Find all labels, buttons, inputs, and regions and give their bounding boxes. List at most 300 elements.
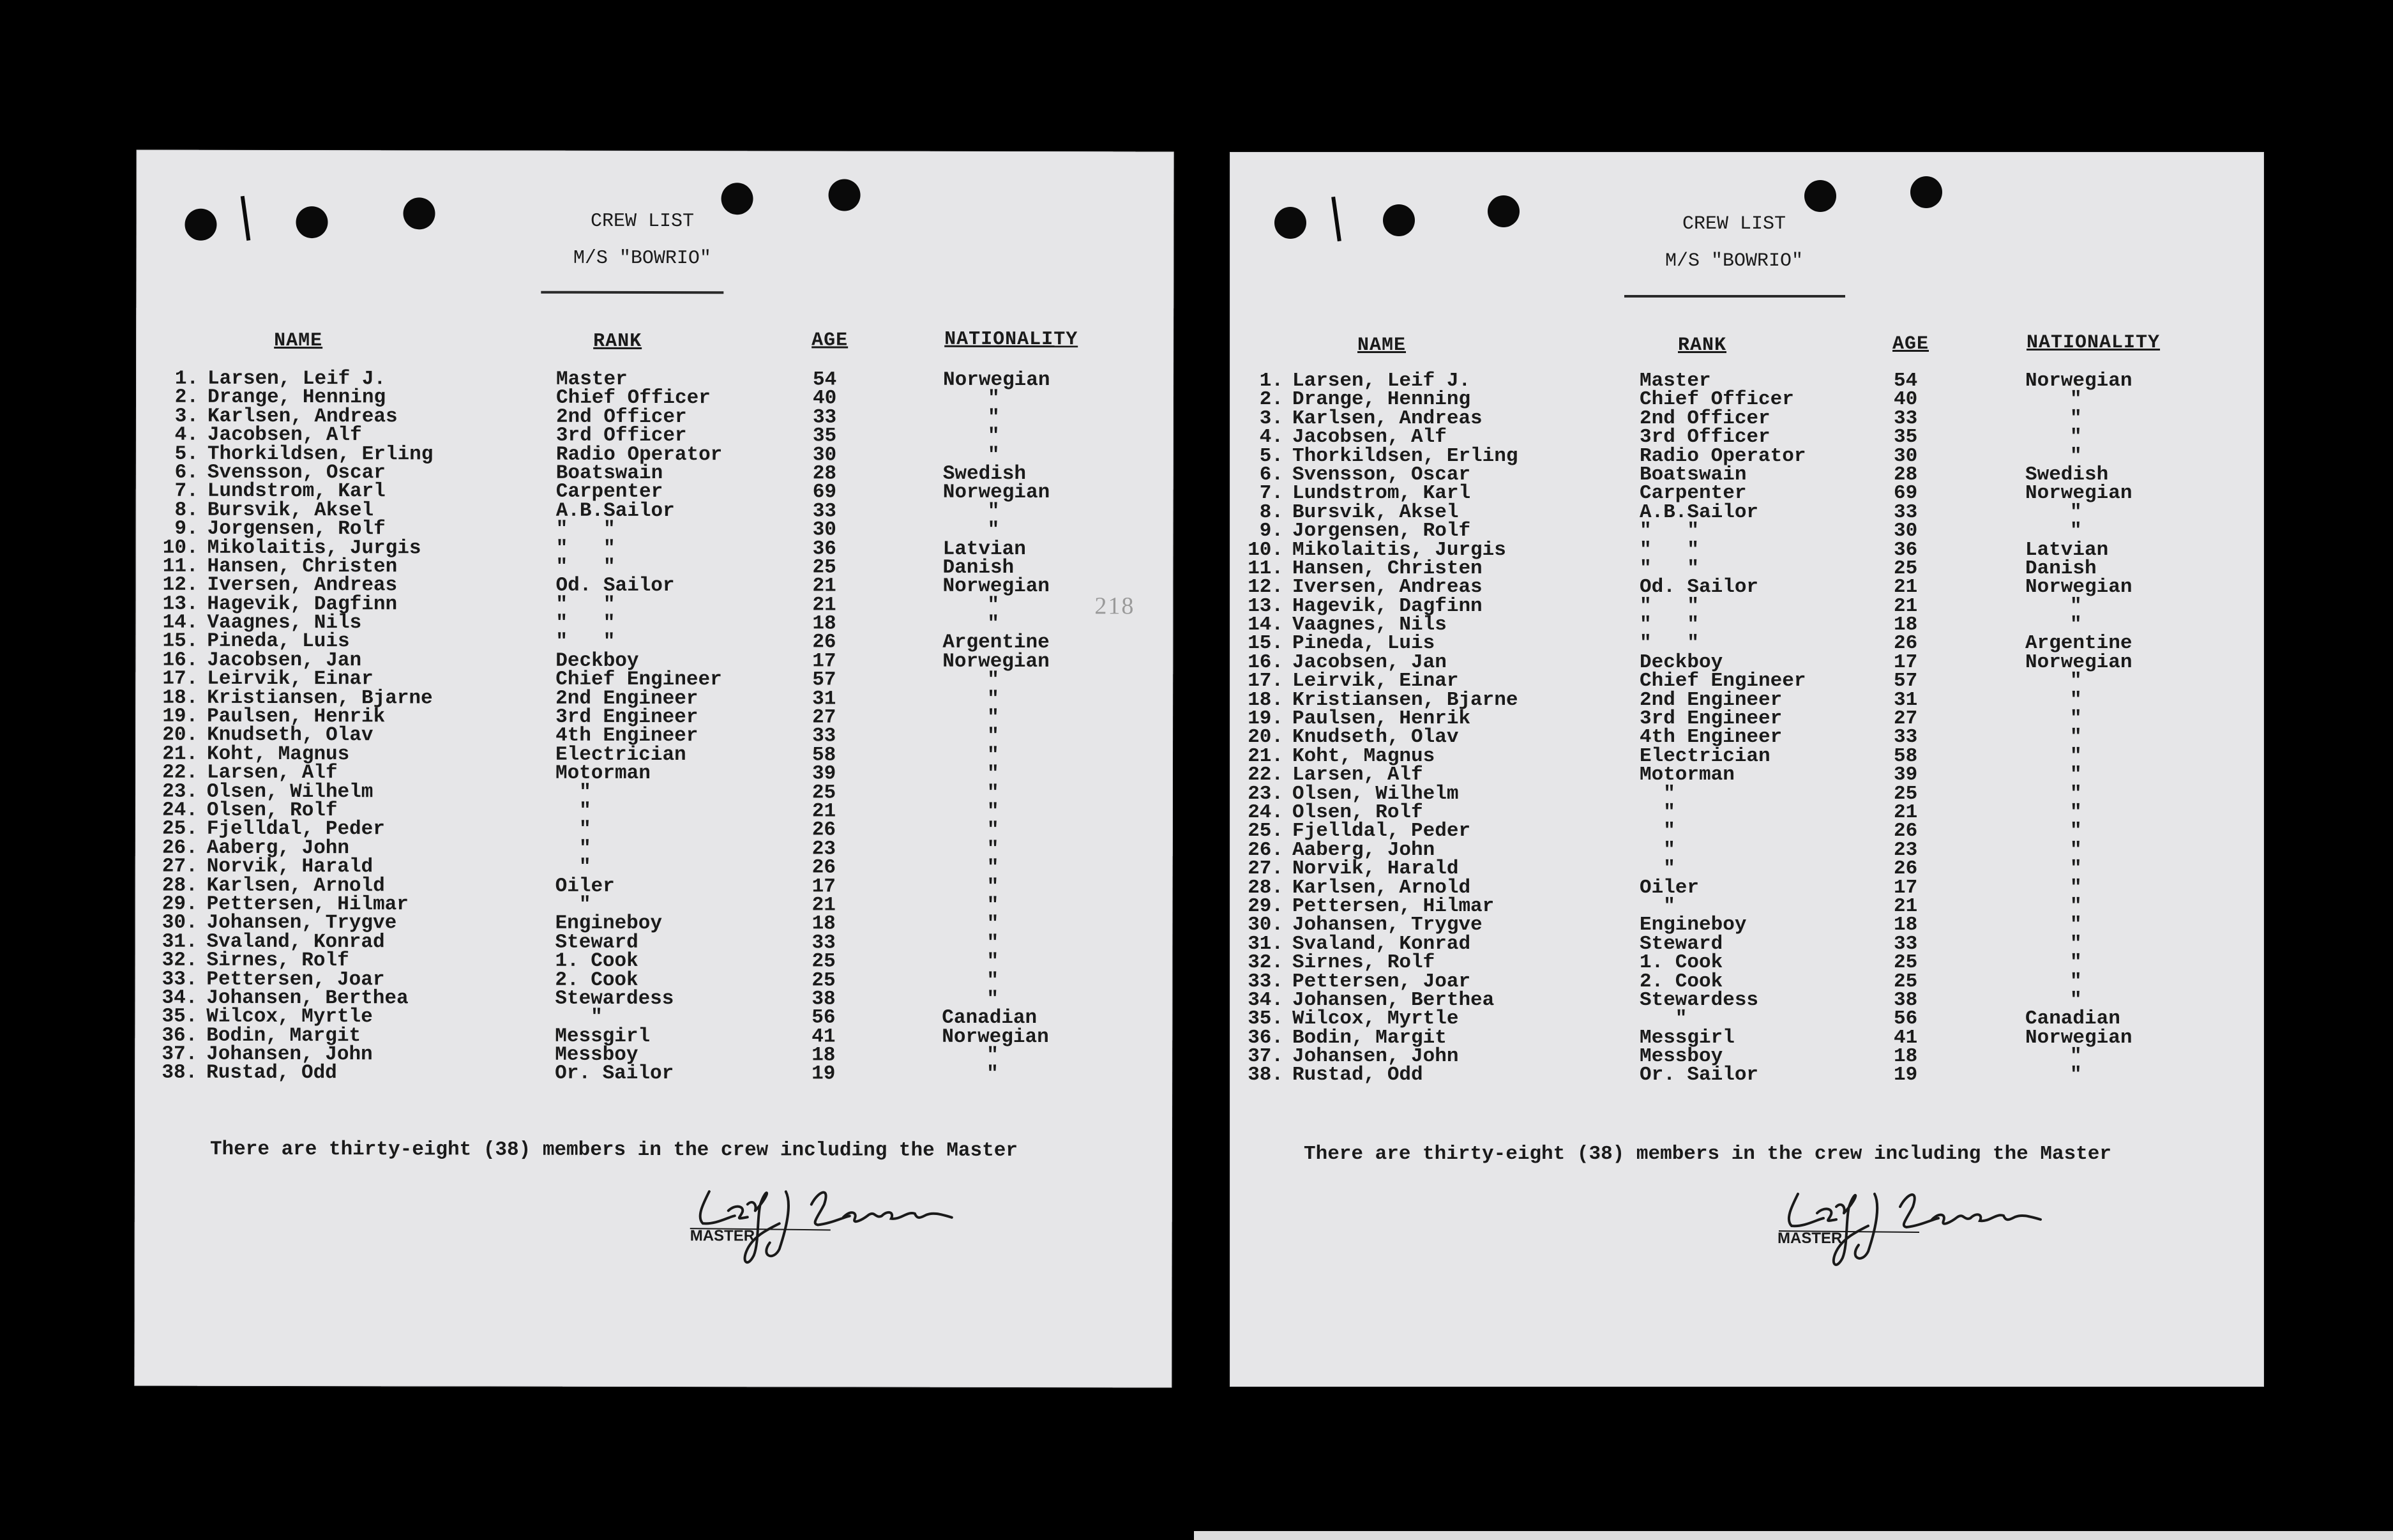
crew-nationality: " [987, 594, 1000, 617]
crew-name: Iversen, Andreas [207, 574, 398, 597]
crew-number: 29. [162, 893, 198, 916]
crew-rank: " " [1640, 594, 1700, 617]
crew-number: 11. [162, 555, 199, 578]
crew-row [1230, 576, 2264, 599]
crew-rank: " [1640, 895, 1675, 917]
crew-name: Rustad, Odd [1292, 1064, 1423, 1087]
crew-nationality: " [2070, 838, 2082, 861]
crew-number: 2. [1259, 388, 1283, 411]
crew-number: 32. [162, 949, 198, 972]
crew-rank: " [555, 799, 591, 822]
crew-nationality: " [987, 669, 999, 692]
crew-nationality: " [2070, 744, 2082, 767]
crew-row [1230, 594, 2264, 617]
crew-nationality: " [2070, 951, 2082, 974]
crew-list-sheet-left [134, 150, 1174, 1388]
crew-age: 21 [1894, 594, 1918, 617]
crew-name: Sirnes, Rolf [1292, 951, 1435, 974]
crew-age: 26 [1894, 857, 1918, 880]
crew-nationality: Norwegian [943, 368, 1050, 392]
crew-row [1230, 1026, 2264, 1049]
crew-row [1230, 688, 2264, 711]
crew-row [1230, 444, 2264, 467]
crew-age: 21 [1894, 801, 1918, 824]
crew-row [1230, 1047, 2264, 1066]
crew-age: 33 [812, 932, 836, 955]
vessel-name: M/S "BOWRIO" [1665, 250, 1804, 272]
crew-rank: A.B.Sailor [555, 499, 675, 522]
crew-age: 31 [812, 688, 836, 711]
crew-rank: 3rd Officer [555, 424, 687, 448]
crew-age: 19 [1894, 1064, 1918, 1087]
crew-name: Bodin, Margit [206, 1024, 361, 1047]
crew-rank: 2nd Officer [555, 405, 687, 428]
crew-name: Aaberg, John [206, 836, 350, 859]
crew-name: Pineda, Luis [1292, 632, 1435, 655]
crew-age: 21 [1894, 576, 1918, 599]
crew-name: Pettersen, Hilmar [1292, 895, 1495, 917]
crew-nationality: Swedish [942, 462, 1027, 485]
crew-name: Hagevik, Dagfinn [207, 593, 398, 615]
crew-age: 54 [1894, 370, 1918, 392]
crew-rank: Carpenter [555, 481, 663, 504]
page-stamp: 218 [1094, 593, 1135, 620]
crew-age: 18 [812, 912, 836, 935]
crew-nationality: " [2070, 970, 2082, 993]
crew-number: 18. [162, 686, 199, 709]
crew-nationality: " [2070, 520, 2082, 543]
crew-number: 35. [162, 1005, 198, 1029]
crew-nationality: Argentine [2025, 632, 2133, 655]
crew-row [1230, 409, 2264, 428]
crew-name: Vaagnes, Nils [1292, 614, 1447, 637]
crew-name: Hansen, Christen [1292, 557, 1483, 580]
crew-nationality: Latvian [942, 538, 1026, 561]
crew-number: 29. [1248, 895, 1283, 917]
crew-name: Karlsen, Andreas [1292, 407, 1483, 430]
header-rank: RANK [1678, 335, 1727, 356]
crew-nationality: Norwegian [2025, 1026, 2133, 1049]
crew-row [1230, 634, 2264, 653]
crew-rank: 2nd Engineer [555, 687, 698, 710]
crew-row [1230, 859, 2264, 878]
crew-age: 30 [812, 443, 837, 467]
crew-row [135, 1064, 1172, 1084]
crew-rank: " " [1640, 520, 1700, 543]
crew-rank: Motorman [1640, 764, 1735, 787]
crew-number: 17. [1248, 670, 1283, 693]
crew-name: Johansen, Trygve [206, 912, 397, 935]
crew-rank: Radio Operator [555, 443, 723, 466]
crew-table [1230, 372, 2264, 1085]
crew-nationality: " [987, 706, 999, 729]
crew-age: 18 [1894, 914, 1918, 937]
crew-age: 56 [1894, 1008, 1918, 1030]
crew-name: Hansen, Christen [207, 555, 398, 578]
crew-nationality: " [2070, 801, 2082, 824]
crew-nationality: " [2070, 764, 2082, 787]
crew-number: 3. [1259, 407, 1283, 430]
crew-age: 25 [1894, 782, 1918, 805]
crew-nationality: " [986, 1063, 999, 1086]
crew-nationality: " [987, 725, 999, 748]
crew-rank: " " [1640, 557, 1700, 580]
crew-nationality: " [986, 894, 999, 917]
crew-name: Koht, Magnus [207, 743, 350, 766]
crew-number: 31. [1248, 932, 1283, 955]
crew-nationality: " [2070, 388, 2082, 411]
crew-number: 38. [162, 1062, 198, 1085]
crew-rank: " [1640, 801, 1675, 824]
crew-row [1230, 614, 2264, 637]
crew-row [1230, 538, 2264, 561]
vessel-name: M/S "BOWRIO" [573, 247, 711, 270]
crew-rank: " " [555, 631, 615, 654]
crew-name: Thorkildsen, Erling [207, 442, 434, 465]
crew-list-sheet-right [1230, 152, 2264, 1387]
crew-number: 34. [1248, 988, 1283, 1011]
crew-number: 19. [1248, 707, 1283, 730]
crew-row [1230, 803, 2264, 822]
crew-rank: Messgirl [555, 1025, 651, 1048]
crew-nationality: " [2070, 857, 2082, 880]
crew-number: 12. [1248, 576, 1283, 599]
crew-rank: Electrician [555, 743, 686, 766]
crew-nationality: " [2070, 501, 2082, 524]
crew-age: 26 [812, 856, 836, 879]
crew-name: Jacobsen, Jan [207, 649, 362, 672]
crew-age: 30 [1894, 520, 1918, 543]
crew-number: 38. [1248, 1064, 1283, 1087]
crew-age: 28 [1894, 463, 1918, 486]
crew-nationality: " [2070, 614, 2082, 637]
crew-number: 6. [174, 461, 199, 484]
crew-age: 17 [1894, 651, 1918, 674]
crew-name: Olsen, Wilhelm [206, 780, 374, 803]
crew-name: Bursvik, Aksel [207, 499, 374, 522]
crew-nationality: Norwegian [942, 650, 1050, 673]
crew-nationality: " [986, 932, 999, 955]
crew-number: 25. [1248, 820, 1283, 843]
document-title: CREW LIST [590, 210, 695, 233]
title-underline [541, 291, 723, 294]
crew-rank: 2nd Officer [1640, 407, 1770, 430]
crew-age: 26 [1894, 632, 1918, 655]
header-name: NAME [274, 329, 323, 352]
crew-nationality: " [987, 388, 1000, 411]
crew-age: 26 [812, 819, 836, 842]
crew-rank: 4th Engineer [555, 725, 698, 748]
crew-number: 4. [174, 423, 199, 446]
crew-age: 17 [812, 875, 836, 898]
crew-name: Johansen, John [1292, 1045, 1459, 1068]
crew-number: 8. [1259, 501, 1283, 524]
crew-rank: Chief Engineer [555, 668, 722, 691]
crew-row [1230, 876, 2264, 899]
crew-number: 35. [1248, 1008, 1283, 1030]
crew-nationality: " [2070, 876, 2082, 899]
crew-row [1230, 559, 2264, 578]
crew-name: Johansen, Berthea [206, 986, 409, 1010]
crew-name: Olsen, Rolf [1292, 801, 1423, 824]
crew-name: Lundstrom, Karl [207, 480, 386, 503]
crew-number: 21. [162, 743, 199, 766]
crew-name: Kristiansen, Bjarne [1292, 688, 1518, 711]
crew-rank: " " [1640, 614, 1700, 637]
crew-rank: 2nd Engineer [1640, 688, 1783, 711]
master-signature [1772, 1168, 2053, 1271]
crew-age: 41 [812, 1025, 836, 1048]
crew-row [1230, 932, 2264, 955]
crew-age: 31 [1894, 688, 1918, 711]
crew-nationality: " [986, 875, 999, 898]
crew-age: 33 [812, 406, 837, 429]
punch-hole [721, 183, 753, 215]
crew-name: Paulsen, Henrik [207, 705, 386, 728]
crew-number: 3. [174, 405, 199, 428]
crew-age: 25 [812, 969, 836, 992]
crew-rank: " " [1640, 538, 1700, 561]
crew-number: 7. [1259, 482, 1283, 505]
crew-age: 57 [1894, 670, 1918, 693]
crew-rank: " " [1640, 632, 1700, 655]
crew-nationality: Norwegian [942, 1025, 1049, 1048]
crew-age: 18 [1894, 614, 1918, 637]
crew-age: 26 [812, 631, 836, 654]
crew-nationality: " [987, 612, 1000, 636]
crew-name: Larsen, Leif J. [1292, 370, 1471, 392]
crew-nationality: " [986, 763, 999, 786]
crew-age: 28 [812, 462, 837, 485]
crew-count-statement: There are thirty-eight (38) members in the crew including the Master [1304, 1143, 2112, 1165]
crew-number: 14. [1248, 614, 1283, 637]
crew-nationality: Danish [942, 556, 1015, 579]
crew-rank: " [1640, 820, 1675, 843]
crew-name: Sirnes, Rolf [206, 949, 349, 972]
crew-rank: 3rd Engineer [1640, 707, 1783, 730]
crew-number: 36. [1248, 1026, 1283, 1049]
crew-number: 18. [1248, 688, 1283, 711]
crew-name: Wilcox, Myrtle [1292, 1008, 1459, 1030]
crew-number: 20. [162, 724, 199, 747]
crew-age: 58 [1894, 744, 1918, 767]
crew-name: Fjelldal, Peder [206, 818, 385, 841]
crew-count-statement: There are thirty-eight (38) members in the crew including the Master [209, 1138, 1018, 1162]
crew-nationality: " [987, 500, 1000, 523]
crew-age: 35 [812, 425, 837, 448]
crew-number: 24. [1248, 801, 1283, 824]
crew-row [1230, 838, 2264, 861]
crew-number: 33. [1248, 970, 1283, 993]
crew-name: Johansen, Trygve [1292, 914, 1483, 937]
crew-age: 21 [1894, 895, 1918, 917]
crew-age: 18 [812, 612, 836, 635]
crew-nationality: Norwegian [2025, 576, 2133, 599]
crew-number: 27. [1248, 857, 1283, 880]
crew-rank: " [1640, 1008, 1687, 1030]
crew-number: 7. [174, 480, 199, 503]
crew-rank: Oiler [555, 875, 615, 898]
crew-number: 16. [1248, 651, 1283, 674]
crew-nationality: Norwegian [942, 481, 1050, 504]
master-signature [684, 1166, 965, 1269]
crew-name: Paulsen, Henrik [1292, 707, 1471, 730]
crew-number: 20. [1248, 726, 1283, 749]
crew-number: 37. [1248, 1045, 1283, 1068]
crew-row [1230, 972, 2264, 991]
crew-name: Iversen, Andreas [1292, 576, 1483, 599]
crew-name: Svensson, Oscar [1292, 463, 1471, 486]
crew-rank: " [555, 837, 591, 860]
crew-row [1230, 782, 2264, 805]
crew-number: 9. [1259, 520, 1283, 543]
crew-name: Larsen, Alf [1292, 764, 1423, 787]
crew-name: Karlsen, Arnold [1292, 876, 1471, 899]
crew-name: Thorkildsen, Erling [1292, 444, 1518, 467]
crew-number: 6. [1259, 463, 1283, 486]
crew-number: 33. [162, 968, 198, 991]
crew-number: 31. [162, 930, 198, 953]
crew-number: 26. [1248, 838, 1283, 861]
crew-rank: Messboy [1640, 1045, 1723, 1068]
crew-row [1230, 1009, 2264, 1028]
crew-name: Larsen, Leif J. [208, 367, 386, 391]
crew-rank: Steward [555, 931, 638, 954]
crew-rank: Or. Sailor [555, 1062, 674, 1085]
crew-name: Lundstrom, Karl [1292, 482, 1471, 505]
crew-name: Johansen, Berthea [1292, 988, 1495, 1011]
crew-row [1230, 897, 2264, 916]
crew-number: 13. [1248, 594, 1283, 617]
crew-number: 15. [162, 630, 199, 653]
crew-nationality: " [987, 425, 1000, 448]
crew-rank: Boatswain [555, 462, 663, 485]
crew-rank: " " [555, 593, 615, 616]
crew-nationality: Norwegian [2025, 482, 2133, 505]
crew-nationality: " [2070, 594, 2082, 617]
crew-rank: Chief Officer [1640, 388, 1794, 411]
crew-nationality: " [987, 444, 1000, 467]
crew-number: 11. [1248, 557, 1283, 580]
crew-rank: " [555, 856, 591, 879]
crew-age: 23 [812, 838, 836, 861]
crew-nationality: " [986, 800, 999, 823]
crew-age: 30 [812, 518, 836, 541]
crew-rank: 2. Cook [555, 969, 638, 992]
crew-number: 14. [162, 611, 199, 634]
crew-number: 24. [162, 799, 198, 822]
crew-age: 56 [812, 1006, 836, 1029]
crew-age: 21 [812, 575, 836, 598]
crew-number: 16. [162, 649, 199, 672]
crew-name: Knudseth, Olav [1292, 726, 1459, 749]
crew-rank: Stewardess [555, 987, 674, 1010]
crew-age: 58 [812, 744, 836, 767]
crew-age: 25 [812, 950, 836, 973]
crew-rank: Master [1640, 370, 1711, 392]
crew-row [1230, 988, 2264, 1011]
crew-age: 36 [1894, 538, 1918, 561]
crew-age: 25 [1894, 970, 1918, 993]
crew-rank: Carpenter [1640, 482, 1747, 505]
crew-nationality: Norwegian [942, 575, 1050, 598]
crew-rank: Deckboy [1640, 651, 1723, 674]
crew-rank: 1. Cook [1640, 951, 1723, 974]
crew-rank: Electrician [1640, 744, 1770, 767]
crew-row [1230, 953, 2264, 972]
crew-number: 30. [1248, 914, 1283, 937]
crew-nationality: Latvian [2025, 538, 2109, 561]
crew-number: 32. [1248, 951, 1283, 974]
crew-name: Bodin, Margit [1292, 1026, 1447, 1049]
crew-rank: 2. Cook [1640, 970, 1723, 993]
crew-rank: Oiler [1640, 876, 1700, 899]
crew-name: Pettersen, Hilmar [206, 893, 409, 916]
crew-row [1230, 709, 2264, 728]
crew-row [1230, 372, 2264, 390]
crew-nationality: " [2070, 895, 2082, 917]
crew-nationality: " [2070, 407, 2082, 430]
crew-age: 39 [1894, 764, 1918, 787]
crew-table [135, 367, 1174, 1086]
crew-nationality: Canadian [2025, 1008, 2120, 1030]
scan-edge-strip [1194, 1531, 2393, 1540]
crew-rank: " [555, 1006, 603, 1029]
crew-age: 69 [1894, 482, 1918, 505]
crew-age: 23 [1894, 838, 1918, 861]
crew-nationality: " [987, 688, 999, 711]
crew-rank: 3rd Engineer [555, 706, 698, 729]
header-name: NAME [1357, 335, 1407, 356]
crew-number: 5. [174, 442, 199, 465]
crew-row [1230, 1064, 2264, 1087]
crew-number: 8. [174, 499, 199, 522]
crew-name: Jacobsen, Alf [207, 423, 362, 447]
crew-nationality: " [2070, 914, 2082, 937]
crew-age: 25 [1894, 557, 1918, 580]
crew-name: Larsen, Alf [206, 761, 338, 785]
punch-hole [829, 179, 861, 211]
crew-name: Jorgensen, Rolf [1292, 520, 1471, 543]
crew-name: Hagevik, Dagfinn [1292, 594, 1483, 617]
crew-number: 4. [1259, 426, 1283, 449]
crew-rank: Master [556, 368, 628, 391]
crew-name: Bursvik, Aksel [1292, 501, 1459, 524]
crew-nationality: " [986, 1044, 999, 1068]
crew-nationality: " [2070, 688, 2082, 711]
crew-number: 5. [1259, 444, 1283, 467]
crew-nationality: " [2070, 932, 2082, 955]
crew-rank: Stewardess [1640, 988, 1759, 1011]
crew-name: Jacobsen, Jan [1292, 651, 1447, 674]
crew-age: 33 [1894, 932, 1918, 955]
crew-name: Drange, Henning [207, 386, 386, 409]
crew-age: 40 [812, 387, 837, 410]
crew-nationality: Norwegian [2025, 651, 2133, 674]
crew-age: 21 [812, 894, 836, 917]
crew-nationality: " [986, 857, 999, 880]
crew-number: 21. [1248, 744, 1283, 767]
crew-name: Jacobsen, Alf [1292, 426, 1447, 449]
crew-age: 27 [1894, 707, 1918, 730]
crew-nationality: " [2070, 1045, 2082, 1068]
crew-nationality: " [987, 744, 999, 767]
crew-age: 17 [1894, 876, 1918, 899]
master-label: MASTER [1778, 1230, 1843, 1247]
crew-number: 22. [1248, 764, 1283, 787]
crew-rank: Boatswain [1640, 463, 1747, 486]
punch-hole [1910, 176, 1942, 208]
